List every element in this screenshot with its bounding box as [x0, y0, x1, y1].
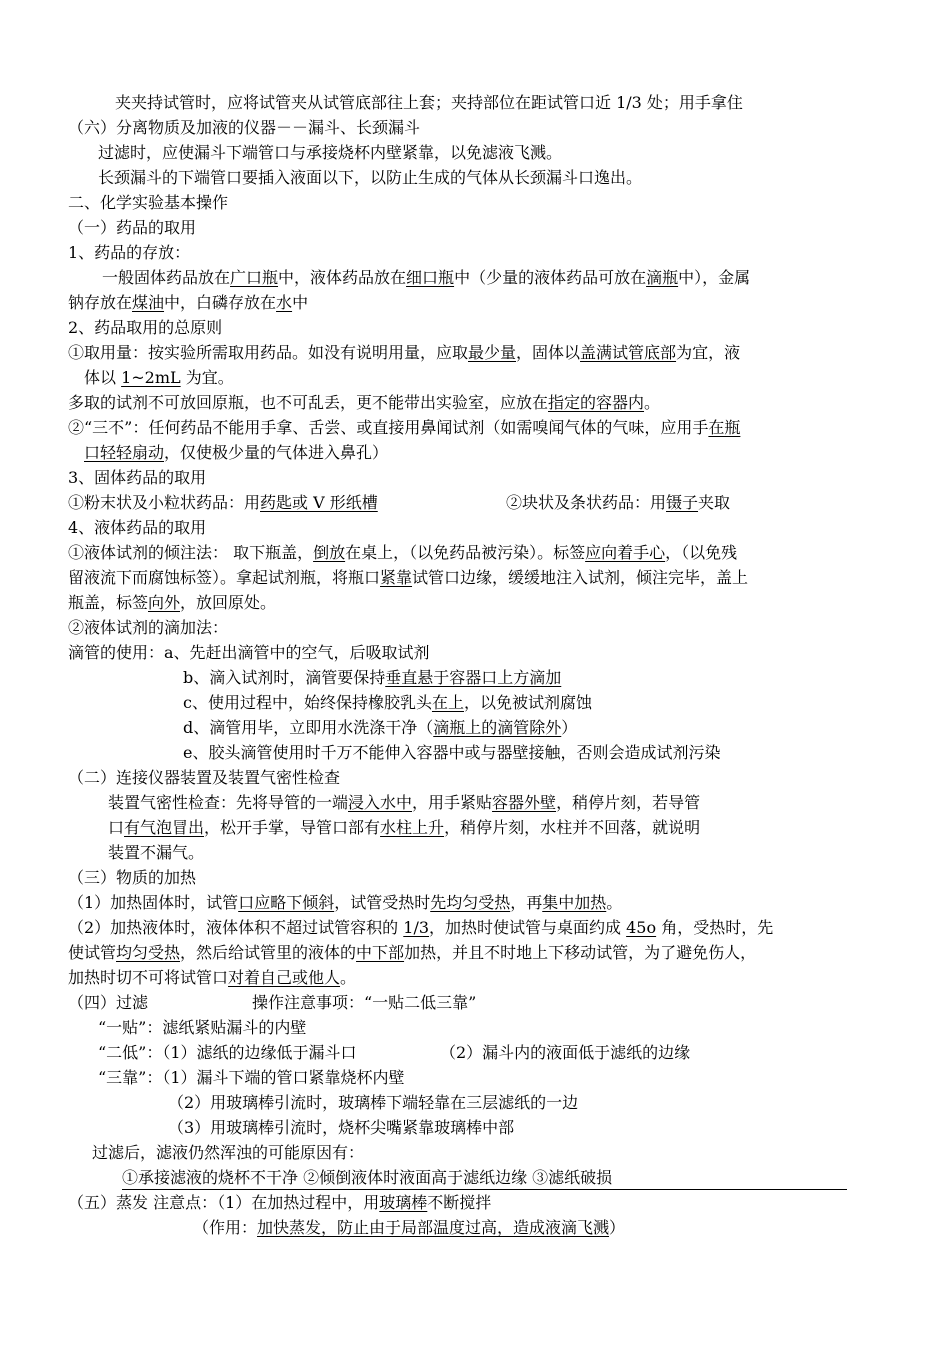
text-line — [68, 940, 756, 965]
text-segment: “三靠”：（1）漏斗下端的管口紧靠烧杯内壁 — [98, 1068, 405, 1087]
text-segment: 中 — [292, 293, 309, 312]
text-segment: 过滤时，应使漏斗下端管口与承接烧杯内壁紧靠，以免滤液飞溅。 — [98, 143, 563, 162]
text-line — [68, 315, 222, 340]
text-segment: ，用手紧贴 — [412, 793, 493, 812]
text-segment: 角，受热时，先 — [656, 918, 774, 937]
text-line — [440, 1040, 690, 1065]
text-line — [68, 615, 228, 640]
text-line — [68, 415, 740, 440]
text-line — [68, 390, 660, 415]
text-segment: 多取的试剂不可放回原瓶，也不可乱丢，更不能带出实验室，应放在 — [68, 393, 549, 412]
text-segment: ②液体试剂的滴加法： — [68, 618, 229, 637]
text-segment: 装置气密性检查：先将导管的一端 — [108, 793, 349, 812]
text-segment: 1、药品的存放： — [68, 243, 191, 262]
text-line — [68, 765, 340, 790]
text-line — [122, 1165, 612, 1190]
text-segment: 。 — [644, 393, 661, 412]
text-line — [68, 540, 737, 565]
text-line — [98, 1040, 357, 1065]
text-segment: 。 — [606, 893, 623, 912]
text-segment: （2）用玻璃棒引流时，玻璃棒下端轻靠在三层滤纸的一边 — [168, 1093, 579, 1112]
text-line — [98, 165, 642, 190]
text-segment: 为宜，液 — [676, 343, 741, 362]
underlined-answer: 有气泡冒出 — [124, 818, 205, 837]
text-segment: 瓶盖，标签 — [68, 593, 149, 612]
text-segment: （六）分离物质及加液的仪器－－漏斗、长颈漏斗 — [68, 118, 421, 137]
text-segment: （四）过滤 — [68, 993, 149, 1012]
text-segment: 4、液体药品的取用 — [68, 518, 207, 537]
underlined-answer: 在瓶 — [708, 418, 741, 437]
text-line — [68, 290, 308, 315]
underlined-answer: 在上 — [431, 693, 464, 712]
text-line — [68, 215, 196, 240]
underlined-answer: 浸入水中 — [348, 793, 413, 812]
text-line — [68, 590, 276, 615]
text-segment: ，然后给试管里的液体的 — [180, 943, 357, 962]
underlined-answer: 1~2mL — [121, 368, 181, 387]
text-segment: 试管口边缘，缓缓地注入试剂，倾注完毕，盖上 — [412, 568, 749, 587]
text-segment: c、使用过程中，始终保持橡胶乳头 — [183, 693, 432, 712]
text-segment: ，再 — [510, 893, 543, 912]
text-segment: 在桌上，（以免药品被污染）。标签 — [345, 543, 586, 562]
text-segment: d、滴管用毕，立即用水洗涤干净（ — [183, 718, 434, 737]
text-segment: 滴管的使用：a、先赶出滴管中的空气，后吸取试剂 — [68, 643, 430, 662]
text-segment: ，稍停片刻，水柱并不回落，就说明 — [444, 818, 701, 837]
underlined-answer: 药匙或 V 形纸槽 — [260, 493, 378, 512]
text-segment: ，松开手掌，导管口部有 — [204, 818, 381, 837]
text-line — [68, 115, 420, 140]
text-segment: ②块状及条状药品：用 — [506, 493, 667, 512]
underlined-answer: 加快蒸发，防止由于局部温度过高，造成液滴飞溅 — [257, 1218, 610, 1237]
text-segment: 长颈漏斗的下端管口要插入液面以下，以防止生成的气体从长颈漏斗口逸出。 — [98, 168, 643, 187]
filter-reasons-underline — [122, 1189, 847, 1190]
text-segment: 操作注意事项：“一贴二低三靠” — [252, 993, 477, 1012]
text-line — [183, 690, 592, 715]
text-line — [68, 640, 430, 665]
text-segment: 中（少量的液体药品可放在 — [454, 268, 647, 287]
text-segment: ） — [561, 718, 578, 737]
text-segment: ，（以免残 — [665, 543, 738, 562]
underlined-answer: 广口瓶 — [230, 268, 279, 287]
text-segment: （三）物质的加热 — [68, 868, 197, 887]
text-segment: ，放回原处。 — [180, 593, 277, 612]
text-line — [102, 265, 750, 290]
text-segment: ，稍停片刻，若导管 — [556, 793, 701, 812]
text-segment: ，试管受热时 — [334, 893, 431, 912]
underlined-answer: 倒放 — [313, 543, 346, 562]
underlined-answer: 容器外壁 — [492, 793, 557, 812]
text-segment: 体以 — [84, 368, 122, 387]
text-segment: 装置不漏气。 — [108, 843, 205, 862]
text-segment: 过滤后，滤液仍然浑浊的可能原因有： — [92, 1143, 365, 1162]
text-segment: 使试管 — [68, 943, 117, 962]
text-segment: 留液流下而腐蚀标签）。拿起试剂瓶，将瓶口 — [68, 568, 381, 587]
text-segment: （2）加热液体时，液体体积不超过试管容积的 — [68, 918, 404, 937]
underlined-answer: 先均匀受热 — [430, 893, 511, 912]
underlined-answer: 对着自己或他人 — [228, 968, 341, 987]
text-segment: 加热时切不可将试管口 — [68, 968, 229, 987]
underlined-answer: 指定的容器内 — [548, 393, 645, 412]
text-segment: ①粉末状及小粒状药品：用 — [68, 493, 261, 512]
text-segment: 为宜。 — [180, 368, 234, 387]
text-line — [98, 1015, 306, 1040]
underlined-answer: 滴瓶上的滴管除外 — [433, 718, 562, 737]
text-segment: 3、固体药品的取用 — [68, 468, 207, 487]
underlined-answer: 中下部 — [356, 943, 405, 962]
underlined-answer: 口应略下倾斜 — [238, 893, 335, 912]
text-segment: ，仅使极少量的气体进入鼻孔） — [164, 443, 389, 462]
text-segment: （五）蒸发 注意点：（1）在加热过程中，用 — [68, 1193, 380, 1212]
text-segment: 一般固体药品放在 — [102, 268, 231, 287]
underlined-answer: 口轻轻扇动 — [84, 443, 165, 462]
text-segment: b、滴入试剂时，滴管要保持 — [183, 668, 386, 687]
text-line — [183, 715, 577, 740]
underlined-answer: 镊子 — [666, 493, 699, 512]
text-line — [168, 1090, 578, 1115]
underlined-answer: 水柱上升 — [380, 818, 445, 837]
text-segment: 不断搅拌 — [427, 1193, 492, 1212]
text-line — [168, 1115, 514, 1140]
text-line — [84, 440, 388, 465]
text-segment: 钠存放在 — [68, 293, 133, 312]
text-line — [68, 565, 748, 590]
text-line — [68, 965, 356, 990]
text-line — [68, 490, 378, 515]
text-line — [98, 1065, 405, 1090]
text-segment: （2）漏斗内的液面低于滤纸的边缘 — [440, 1043, 691, 1062]
text-segment: （1）加热固体时，试管 — [68, 893, 239, 912]
text-segment: 中），金属 — [678, 268, 751, 287]
text-segment: 中，白磷存放在 — [164, 293, 277, 312]
text-line — [193, 1215, 625, 1240]
text-segment: 。 — [340, 968, 357, 987]
underlined-answer: 集中加热 — [542, 893, 607, 912]
underlined-answer: 应向着手心 — [585, 543, 666, 562]
text-segment: 口 — [108, 818, 125, 837]
text-segment: “一贴”：滤纸紧贴漏斗的内壁 — [98, 1018, 307, 1037]
text-line — [68, 515, 206, 540]
underlined-answer: 煤油 — [132, 293, 165, 312]
text-line — [68, 865, 196, 890]
text-segment: ②“三不”：任何药品不能用手拿、舌尝、或直接用鼻闻试剂（如需嗅闻气体的气味，应用手 — [68, 418, 709, 437]
underlined-answer: 滴瓶 — [646, 268, 679, 287]
underlined-answer: 最少量 — [468, 343, 517, 362]
underlined-answer: 均匀受热 — [116, 943, 181, 962]
underlined-answer: 紧靠 — [380, 568, 413, 587]
text-segment: ，加热时使试管与桌面约成 — [429, 918, 627, 937]
underlined-answer: 细口瓶 — [406, 268, 455, 287]
text-segment: 夹取 — [698, 493, 731, 512]
text-line — [68, 340, 740, 365]
text-line — [68, 1190, 491, 1215]
text-line — [68, 890, 622, 915]
underlined-answer: 1/3 — [403, 918, 430, 937]
text-line — [68, 990, 148, 1015]
text-segment: e、胶头滴管使用时千万不能伸入容器中或与器壁接触，否则会造成试剂污染 — [183, 743, 721, 762]
text-segment: ，以免被试剂腐蚀 — [463, 693, 592, 712]
text-segment: （一）药品的取用 — [68, 218, 197, 237]
underlined-answer: 垂直悬于容器口上方滴加 — [385, 668, 562, 687]
text-line — [68, 915, 773, 940]
text-line — [108, 815, 700, 840]
text-line — [183, 740, 720, 765]
text-line — [252, 990, 476, 1015]
underlined-answer: 向外 — [148, 593, 181, 612]
text-line — [84, 365, 234, 390]
underlined-answer: 玻璃棒 — [379, 1193, 428, 1212]
text-line — [183, 665, 561, 690]
text-segment: （作用： — [193, 1218, 258, 1237]
underlined-answer: 盖满试管底部 — [580, 343, 677, 362]
underlined-answer: 45o — [626, 918, 657, 937]
text-segment: 中，液体药品放在 — [278, 268, 407, 287]
text-line — [68, 465, 206, 490]
text-segment: ①液体试剂的倾注法： 取下瓶盖， — [68, 543, 314, 562]
text-segment: 夹夹持试管时，应将试管夹从试管底部往上套；夹持部位在距试管口近 1/3 处；用手拿住 — [115, 93, 743, 112]
text-segment: 加热，并且不时地上下移动试管，为了避免伤人， — [404, 943, 757, 962]
text-segment: 二、化学实验基本操作 — [68, 193, 229, 212]
text-line — [115, 90, 743, 115]
text-line — [68, 240, 190, 265]
text-line — [506, 490, 730, 515]
text-line — [92, 1140, 364, 1165]
text-segment: “二低”：（1）滤纸的边缘低于漏斗口 — [98, 1043, 357, 1062]
text-segment: （3）用玻璃棒引流时，烧杯尖嘴紧靠玻璃棒中部 — [168, 1118, 515, 1137]
text-line — [108, 840, 204, 865]
underlined-answer: 水 — [276, 293, 293, 312]
text-segment: ） — [609, 1218, 626, 1237]
text-line — [98, 140, 562, 165]
text-line — [108, 790, 700, 815]
text-segment: （二）连接仪器装置及装置气密性检查 — [68, 768, 341, 787]
text-segment: ①承接滤液的烧杯不干净 ②倾倒液体时液面高于滤纸边缘 ③滤纸破损 — [122, 1168, 613, 1187]
text-segment: ①取用量：按实验所需取用药品。如没有说明用量，应取 — [68, 343, 469, 362]
text-line — [68, 190, 228, 215]
text-segment: 2、药品取用的总原则 — [68, 318, 223, 337]
text-segment: ，固体以 — [516, 343, 581, 362]
